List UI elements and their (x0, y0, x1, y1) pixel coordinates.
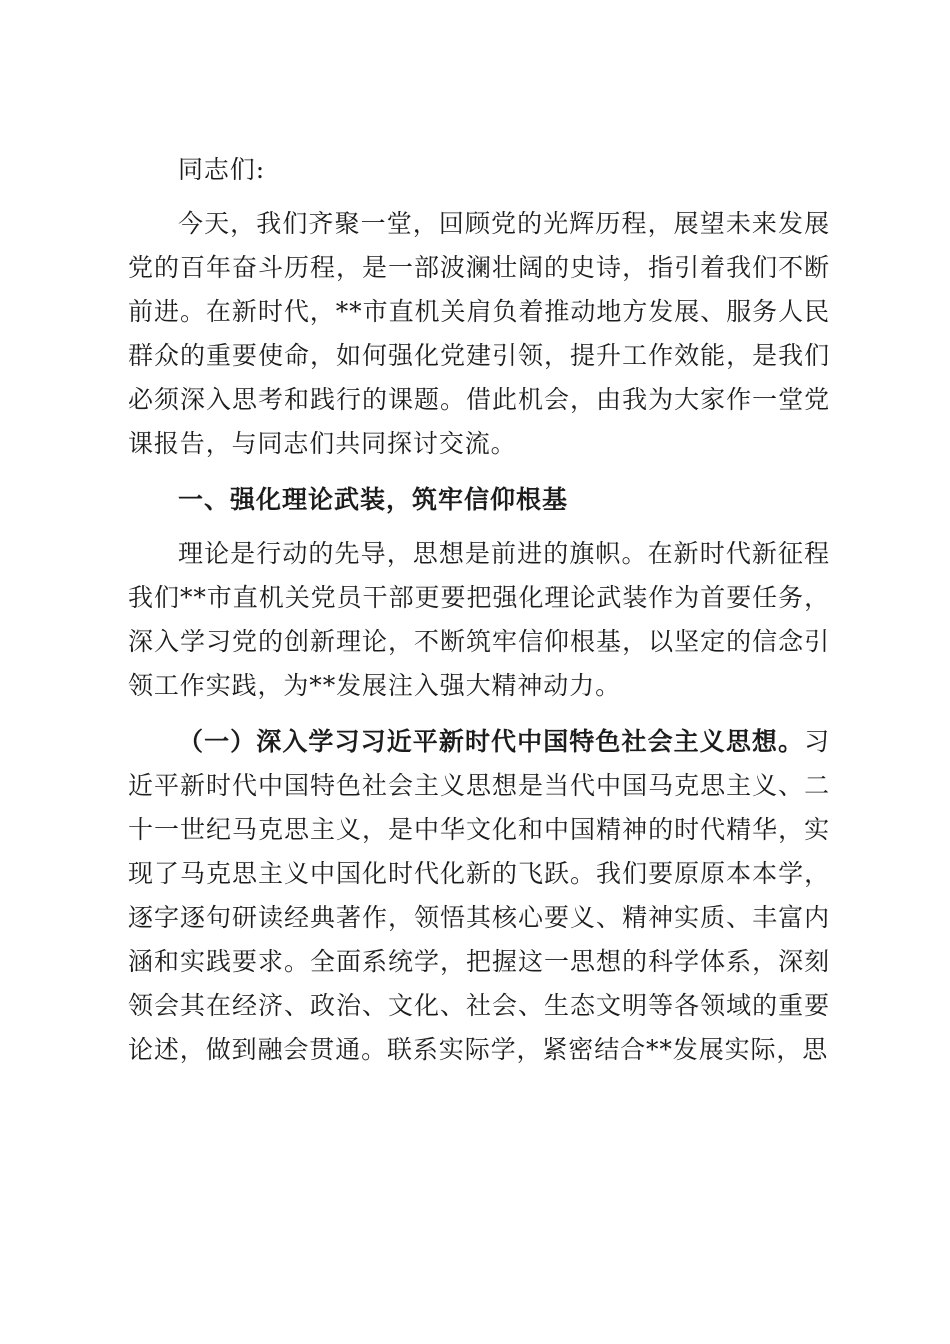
section-paragraph: 理论是行动的先导，思想是前进的旗帜。在新时代新征程我们**市直机关党员干部更要把强化理论武装作为首要任务，深入学习党的创新理论，不断筑牢信仰根基，以坚定的信念引领工作实践，为**发展注入强大精神动力。 (128, 539, 830, 700)
section-heading: 一、强化理论武装，筑牢信仰根基 (178, 485, 569, 514)
subsection-paragraph (128, 720, 830, 1072)
greeting: 同志们: (178, 155, 266, 184)
subsection-body: 习近平新时代中国特色社会主义思想是当代中国马克思主义、二十一世纪马克思主义，是中华文化和中国精神的时代精华，实现了马克思主义中国化时代化新的飞跃。我们要原原本本学，逐字逐句研读经典著作，领悟其核心要义、精神实质、丰富内涵和实践要求。全面系统学，把握这一思想的科学体系，深刻领会其在经济、政治、文化、社会、生态文明等各领域的重要论述，做到融会贯通。联系实际学，紧密结合**发展实际，思 (128, 727, 830, 1064)
intro-paragraph: 今天，我们齐聚一堂，回顾党的光辉历程，展望未来发展党的百年奋斗历程，是一部波澜壮阔的史诗，指引着我们不断前进。在新时代，**市直机关肩负着推动地方发展、服务人民群众的重要使命，如何强化党建引领，提升工作效能，是我们必须深入思考和践行的课题。借此机会，由我为大家作一堂党课报告，与同志们共同探讨交流。 (128, 209, 830, 458)
document-body (128, 148, 830, 1084)
subsection-title: （一）深入学习习近平新时代中国特色社会主义思想。 (178, 727, 805, 756)
